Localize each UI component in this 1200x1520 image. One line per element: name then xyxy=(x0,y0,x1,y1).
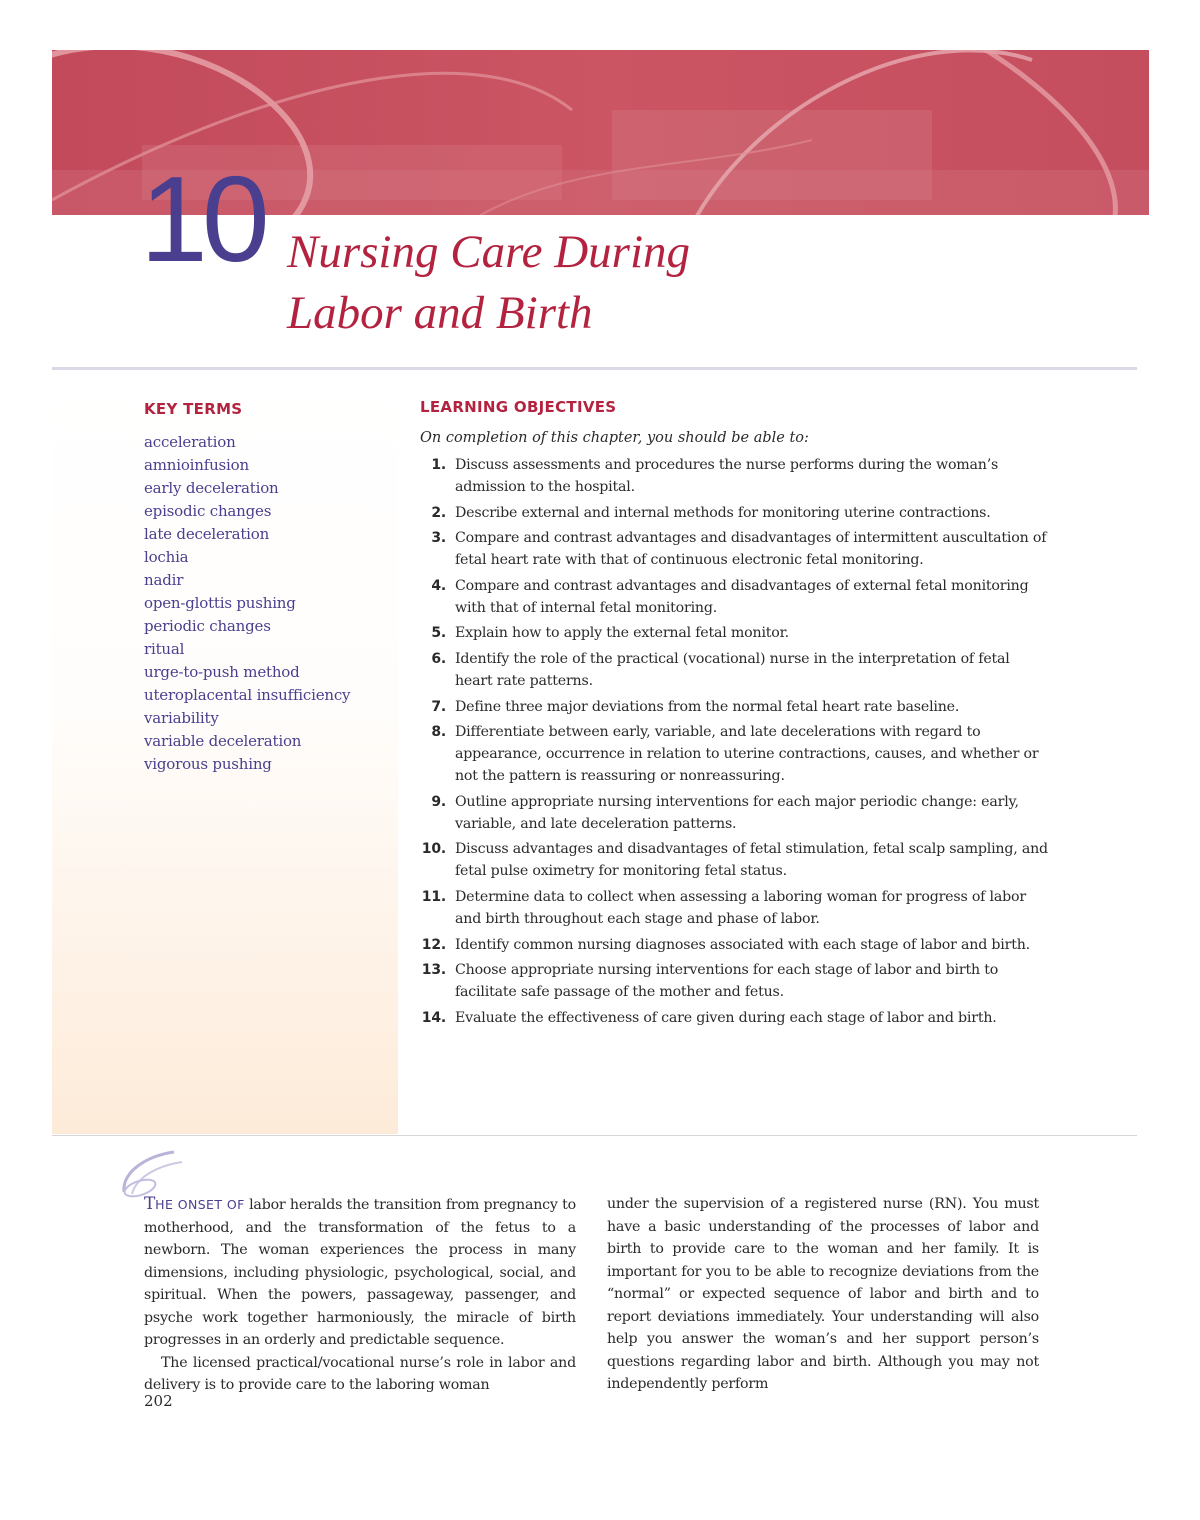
swirl-ornament-icon xyxy=(116,1148,196,1198)
objective-item xyxy=(410,502,1050,524)
key-term: nadir xyxy=(144,571,184,589)
key-term: lochia xyxy=(144,548,189,566)
objective-text: Discuss advantages and disadvantages of fetal stimulation, fetal scalp sampling, and fetal pulse oximetry for monitoring fetal status. xyxy=(455,841,1048,880)
objective-text: Identify the role of the practical (vocational) nurse in the interpretation of fetal heart rate patterns. xyxy=(455,650,1010,689)
objective-number: 5. xyxy=(431,625,446,642)
key-term: variable deceleration xyxy=(144,732,302,750)
objective-number: 7. xyxy=(431,698,446,715)
key-term: vigorous pushing xyxy=(144,755,272,773)
objective-number: 8. xyxy=(431,724,446,741)
section-divider xyxy=(52,1135,1137,1136)
objective-item xyxy=(410,622,1050,644)
lead-initial: T xyxy=(144,1194,156,1214)
objective-number: 11. xyxy=(421,888,446,905)
chapter-title-line2: Labor and Birth xyxy=(287,287,593,339)
objective-item xyxy=(410,886,1050,930)
chapter-title-line1: Nursing Care During xyxy=(287,226,691,278)
objective-number: 6. xyxy=(431,650,446,667)
objective-text: Discuss assessments and procedures the nurse performs during the woman’s admission to the hospital. xyxy=(455,457,999,495)
key-term: late deceleration xyxy=(144,525,270,543)
key-terms-heading: KEY TERMS xyxy=(144,400,243,418)
objective-number: 1. xyxy=(431,457,446,473)
objective-text: Describe external and internal methods for monitoring uterine contractions. xyxy=(455,504,991,521)
key-term: amnioinfusion xyxy=(144,456,249,474)
objective-text: Explain how to apply the external fetal monitor. xyxy=(455,625,789,642)
objective-number: 10. xyxy=(421,841,446,858)
key-term: acceleration xyxy=(144,433,236,451)
key-term: urge-to-push method xyxy=(144,663,300,681)
objective-item xyxy=(410,959,1050,1003)
page-number: 202 xyxy=(144,1392,173,1410)
key-term: ritual xyxy=(144,640,185,658)
body-column-right xyxy=(607,1193,1039,1396)
objective-text: Evaluate the effectiveness of care given during each stage of labor and birth. xyxy=(455,1009,997,1026)
objective-text: Define three major deviations from the normal fetal heart rate baseline. xyxy=(455,698,960,715)
chapter-title xyxy=(287,222,690,344)
key-term: early deceleration xyxy=(144,479,279,497)
key-term: uteroplacental insufficiency xyxy=(144,686,351,704)
paragraph-text: labor heralds the transition from pregnancy to motherhood, and the transformation of the fetus to a newborn. The woman experiences the process in many dimensions, including physiologic, psychological, social, and spiritual. When the powers, passageway, passenger, and psyche work together harmoniously, the miracle of birth progresses in an orderly and predictable sequence. xyxy=(144,1197,576,1348)
objective-text: Outline appropriate nursing interventions for each major periodic change: early, variable, and late deceleration patterns. xyxy=(455,793,1019,832)
learning-objectives-intro: On completion of this chapter, you should be able to: xyxy=(420,430,809,446)
lead-in: HE ONSET OF xyxy=(155,1197,245,1212)
objective-number: 14. xyxy=(421,1009,446,1026)
key-term: variability xyxy=(144,709,219,727)
objective-item xyxy=(410,527,1050,571)
objective-number: 9. xyxy=(431,793,446,810)
objective-number: 12. xyxy=(421,936,446,953)
objective-item xyxy=(410,454,1050,498)
objective-number: 4. xyxy=(431,577,446,594)
objective-item xyxy=(410,791,1050,835)
objective-item xyxy=(410,1007,1050,1029)
key-term: episodic changes xyxy=(144,502,272,520)
body-paragraph: The licensed practical/vocational nurse’s role in labor and delivery is to provide care to the laboring woman xyxy=(144,1354,576,1393)
header-rule xyxy=(52,367,1137,370)
objective-item xyxy=(410,838,1050,882)
objective-item xyxy=(410,696,1050,718)
objective-number: 3. xyxy=(431,530,446,547)
body-column-left xyxy=(144,1193,576,1397)
key-term: open-glottis pushing xyxy=(144,594,296,612)
objective-item xyxy=(410,934,1050,956)
body-paragraph: under the supervision of a registered nurse (RN). You must have a basic understanding of the processes of labor and birth to provide care to the woman and her family. It is important for you to be able to recognize deviations from the “normal” or expected sequence of labor and birth and to report deviations immediately. Your understanding will also help you answer the woman’s and her support person’s questions regarding labor and birth. Although you may not independently perform xyxy=(607,1196,1039,1392)
objective-text: Compare and contrast advantages and disadvantages of intermittent auscultation of fetal heart rate with that of continuous electronic fetal monitoring. xyxy=(455,530,1047,569)
body-paragraph xyxy=(144,1193,576,1352)
chapter-number: 10 xyxy=(140,151,264,287)
objective-number: 13. xyxy=(421,962,446,979)
key-term: periodic changes xyxy=(144,617,271,635)
objective-number: 2. xyxy=(431,504,446,521)
key-terms-list xyxy=(144,431,350,776)
objective-text: Choose appropriate nursing interventions for each stage of labor and birth to facilitate safe passage of the mother and fetus. xyxy=(455,962,999,1001)
learning-objectives-list xyxy=(410,454,1050,1032)
objective-item xyxy=(410,575,1050,619)
learning-objectives-heading: LEARNING OBJECTIVES xyxy=(420,398,617,416)
objective-item xyxy=(410,648,1050,692)
objective-item xyxy=(410,721,1050,787)
objective-text: Compare and contrast advantages and disadvantages of external fetal monitoring with that of internal fetal monitoring. xyxy=(455,577,1029,616)
objective-text: Determine data to collect when assessing a laboring woman for progress of labor and birth throughout each stage and phase of labor. xyxy=(455,888,1026,927)
objective-text: Identify common nursing diagnoses associated with each stage of labor and birth. xyxy=(455,936,1030,953)
objective-text: Differentiate between early, variable, and late decelerations with regard to appearance, occurrence in relation to uterine contractions, causes, and whether or not the pattern is reassuring or nonreassuring. xyxy=(455,724,1039,785)
